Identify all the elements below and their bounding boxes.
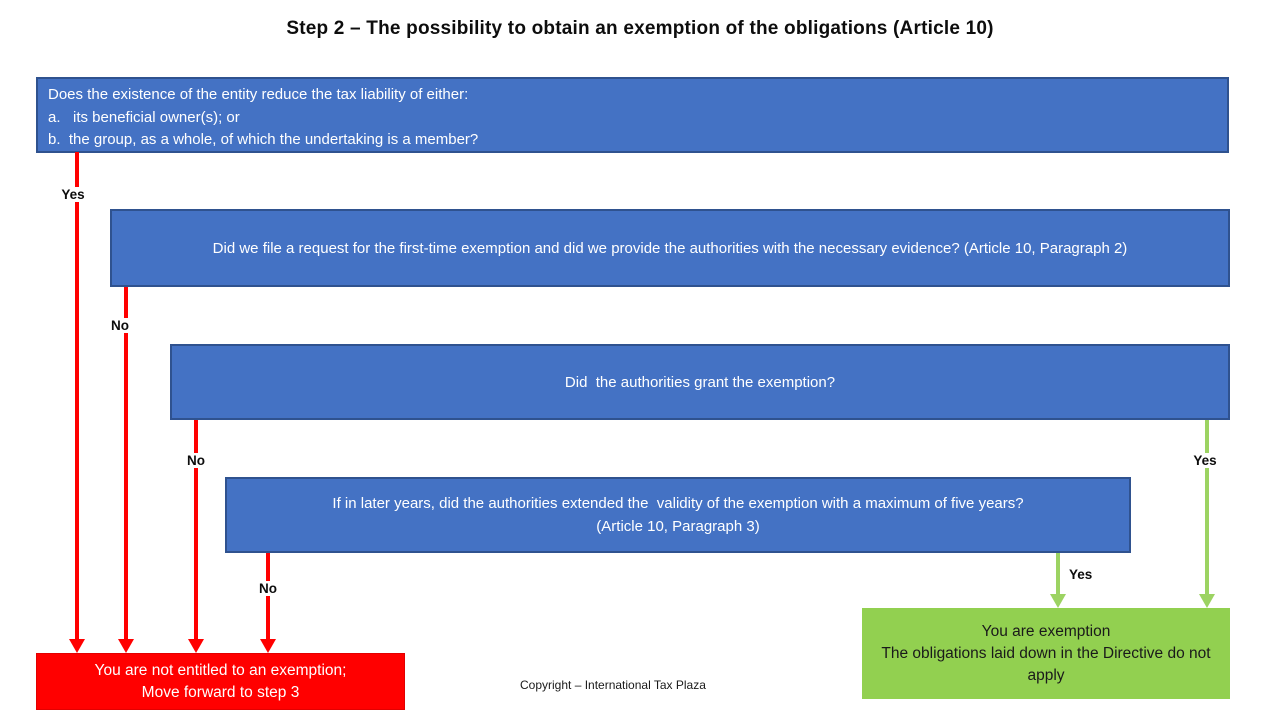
question-1-item-a: a. its beneficial owner(s); or (48, 108, 240, 126)
outcome-no-line1: You are not entitled to an exemption; (94, 661, 347, 679)
outcome-yes-line2: The obligations laid down in the Directive do not apply (881, 644, 1211, 684)
flow-line-yes-from-q3 (1205, 420, 1209, 594)
flow-line-no-from-q4 (266, 553, 270, 639)
outcome-box-not-entitled (36, 653, 405, 710)
flow-line-no-from-q2 (124, 287, 128, 639)
question-1-intro: Does the existence of the entity reduce the tax liability of either: (48, 86, 469, 103)
edge-label-yes-3: Yes (1066, 567, 1095, 582)
arrow-down-icon (1050, 594, 1066, 608)
question-4-line2: (Article 10, Paragraph 3) (596, 518, 760, 535)
outcome-yes-line1: You are exemption (981, 622, 1111, 640)
question-box-tax-liability (36, 77, 1229, 153)
edge-label-no-1: No (108, 318, 132, 333)
flow-line-yes-from-q4 (1056, 553, 1060, 594)
outcome-no-line2: Move forward to step 3 (141, 683, 300, 701)
edge-label-yes-1: Yes (58, 187, 87, 202)
edge-label-yes-2: Yes (1190, 453, 1219, 468)
flow-line-yes-from-q1 (75, 152, 79, 639)
arrow-down-icon (188, 639, 204, 653)
question-1-item-b: b. the group, as a whole, of which the undertaking is a member? (48, 131, 479, 148)
question-2-text: Did we file a request for the first-time exemption and did we provide the authorities with the necessary evidence? (Article 10, Paragraph 2) (212, 239, 1128, 257)
arrow-down-icon (118, 639, 134, 653)
edge-label-no-2: No (184, 453, 208, 468)
edge-label-no-3: No (256, 581, 280, 596)
question-box-validity-extension (225, 477, 1131, 553)
question-4-line1: If in later years, did the authorities extended the validity of the exemption with a maximum of five years? (332, 495, 1024, 512)
copyright-text: Copyright – International Tax Plaza (520, 678, 706, 692)
arrow-down-icon (1199, 594, 1215, 608)
question-3-text: Did the authorities grant the exemption? (564, 373, 836, 391)
arrow-down-icon (260, 639, 276, 653)
page-title: Step 2 – The possibility to obtain an exemption of the obligations (Article 10) (286, 18, 994, 39)
question-box-authorities-grant (170, 344, 1230, 420)
question-box-first-time-exemption (110, 209, 1230, 287)
outcome-box-exemption (862, 608, 1230, 699)
arrow-down-icon (69, 639, 85, 653)
